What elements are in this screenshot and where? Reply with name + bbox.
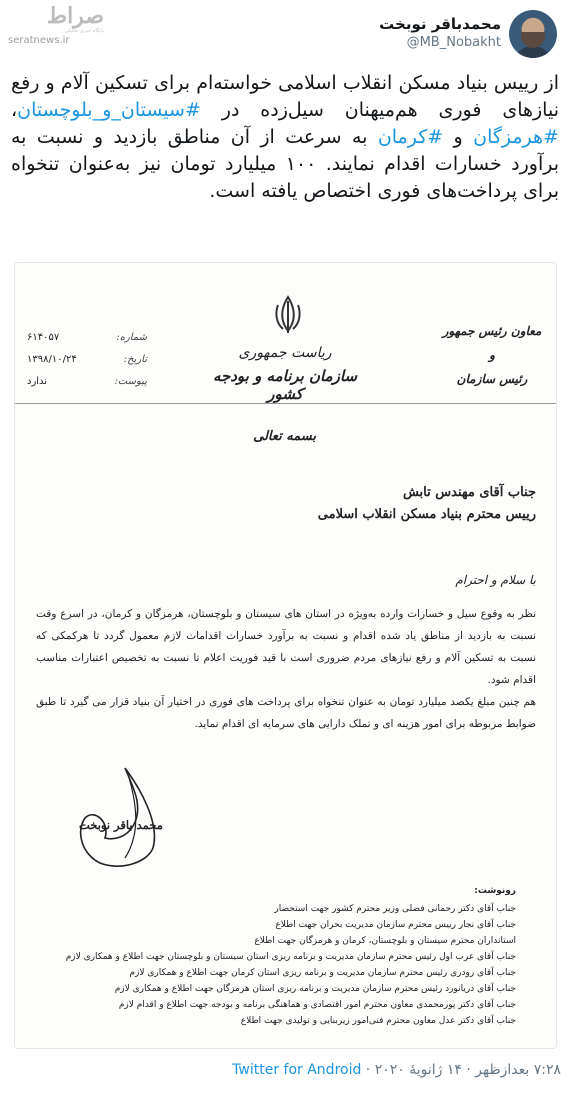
tweet-source-link[interactable]: Twitter for Android [232, 1062, 362, 1078]
meta-label: پیوست: [114, 376, 147, 387]
tweet-date[interactable]: ۱۴ ژانویهٔ ۲۰۲۰ [374, 1062, 462, 1078]
deputy-title [442, 319, 542, 391]
addressee-line2: رییس محترم بنیاد مسکن انقلاب اسلامی [317, 507, 536, 522]
cc-list [56, 883, 516, 1029]
cc-item: جناب آقای دریانورد رئیس محترم سازمان مدیریت و برنامه ریزی استان هرمزگان جهت اطلاع و همکاری لازم [114, 984, 516, 994]
meta-row [27, 327, 147, 349]
avatar-beard [521, 32, 545, 48]
hashtag-sistan[interactable]: #سیستان_و_بلوچستان [17, 99, 201, 121]
cc-item: جناب آقای دکتر رحمانی فضلی وزیر محترم کشور جهت استحضار [274, 904, 516, 914]
cc-item: جناب آقای عرب اول رئیس محترم سازمان مدیریت و برنامه ریزی استان سیستان و بلوچستان جهت اطلاع و همکاری لازم [65, 952, 516, 962]
author-handle[interactable]: @MB_Nobakht [406, 35, 501, 50]
tweet-header [0, 0, 569, 64]
letter-divider [15, 403, 556, 404]
cc-item: استانداران محترم سیستان و بلوچستان، کرمان و هرمزگان جهت اطلاع [254, 936, 516, 946]
bismillah: بسمه تعالی [253, 429, 316, 444]
deputy-line1: معاون رئیس جمهور [442, 324, 542, 338]
addressee-line1: جناب آقای مهندس تابش [402, 485, 536, 500]
avatar[interactable] [509, 10, 557, 58]
cc-item: جناب آقای دکتر پورمحمدی معاون محترم امور اقتصادی و هماهنگی برنامه و بودجه جهت اطلاع و اقدام لازم [118, 1000, 516, 1010]
letter-paragraph1: نظر به وقوع سیل و خسارات وارده به‌ویژه در استان های سیستان و بلوچستان، هرمزگان و کرمان، در اسرع وقت نسبت به بازدید از مناطق یاد شده اقدام و نسبت به برآورد خسارات اقدامات لازم معمول گردد تا هرکمکی که نسبت به تسکین آلام و رفع نیازهای مردم ضروری است با قید فوریت اعلام تا نسبت به تخصیص اعتبارات مناسب اقدام شود. [36, 608, 536, 686]
author-names[interactable] [379, 14, 501, 52]
letter-body [36, 603, 536, 735]
meta-row [27, 349, 147, 371]
meta-label: شماره: [116, 332, 147, 343]
footer-separator: · [361, 1062, 375, 1078]
tweet-text-part2: به سرعت از آن مناطق بازدید و نسبت به برآورد خسارات اقدام نمایند. ۱۰۰ میلیارد تومان نیز به‌عنوان تنخواه برای پرداخت‌های فوری اختصاص یافته است. [11, 126, 559, 202]
cc-title: رونوشت: [474, 886, 516, 896]
meta-value: ۱۳۹۸/۱۰/۲۴ [27, 354, 77, 365]
tweet-footer [232, 1062, 561, 1078]
deputy-line2: و [489, 348, 495, 362]
deputy-line3: رئیس سازمان [456, 372, 528, 386]
hashtag-hormozgan[interactable]: #هرمزگان [473, 126, 559, 148]
attached-letter-image[interactable] [14, 262, 557, 1049]
meta-row [27, 371, 147, 393]
watermark-logo: صراط [46, 3, 104, 29]
author-display-name[interactable]: محمدباقر نوبخت [379, 15, 501, 33]
meta-value: ندارد [27, 376, 48, 387]
letter-meta [27, 327, 147, 393]
tweet-time[interactable]: ۷:۲۸ بعدازظهر [475, 1062, 561, 1078]
tweet-text-part1: از رییس بنیاد مسکن انقلاب اسلامی خواسته‌ام برای تسکین آلام و رفع نیازهای فوری هم‌میهنان سیل‌زده در [11, 72, 559, 121]
hashtag-kerman[interactable]: #کرمان [377, 126, 444, 148]
watermark-tagline: پایگاه خبری تحلیلی [64, 28, 104, 34]
signatory-name: محمد باقر نوبخت [79, 818, 163, 832]
iran-emblem-icon [273, 295, 303, 335]
tweet-separator: ، [11, 99, 18, 121]
seratnews-watermark [8, 4, 104, 56]
tweet-separator: و [443, 126, 474, 148]
watermark-site: seratnews.ir [8, 35, 70, 46]
cc-item: جناب آقای نجار رییس محترم سازمان مدیریت بحران جهت اطلاع [275, 920, 516, 930]
office-line2: سازمان برنامه و بودجه کشور [212, 367, 358, 403]
letter-paragraph2: هم چنین مبلغ یکصد میلیارد تومان به عنوان تنخواه برای پرداخت های فوری در اختیار آن بنیاد قرار می گیرد تا طبق ضوابط مربوطه برای امور هزینه ای و تملک دارایی های سرمایه ای اقدام نماید. [36, 696, 536, 730]
cc-item: جناب آقای دکتر عدل معاون محترم فنی‌امور زیربنایی و تولیدی جهت اطلاع [240, 1016, 516, 1026]
salutation: با سلام و احترام [455, 573, 536, 587]
meta-value: ۶۱۴۰۵۷ [27, 332, 60, 343]
tweet-text [11, 70, 559, 205]
footer-separator: · [461, 1062, 476, 1078]
meta-label: تاریخ: [123, 354, 147, 365]
cc-item: جناب آقای رودری رئیس محترم سازمان مدیریت و برنامه ریزی استان کرمان جهت اطلاع و همکاری لازم [129, 968, 516, 978]
office-line1: ریاست جمهوری [238, 345, 332, 361]
